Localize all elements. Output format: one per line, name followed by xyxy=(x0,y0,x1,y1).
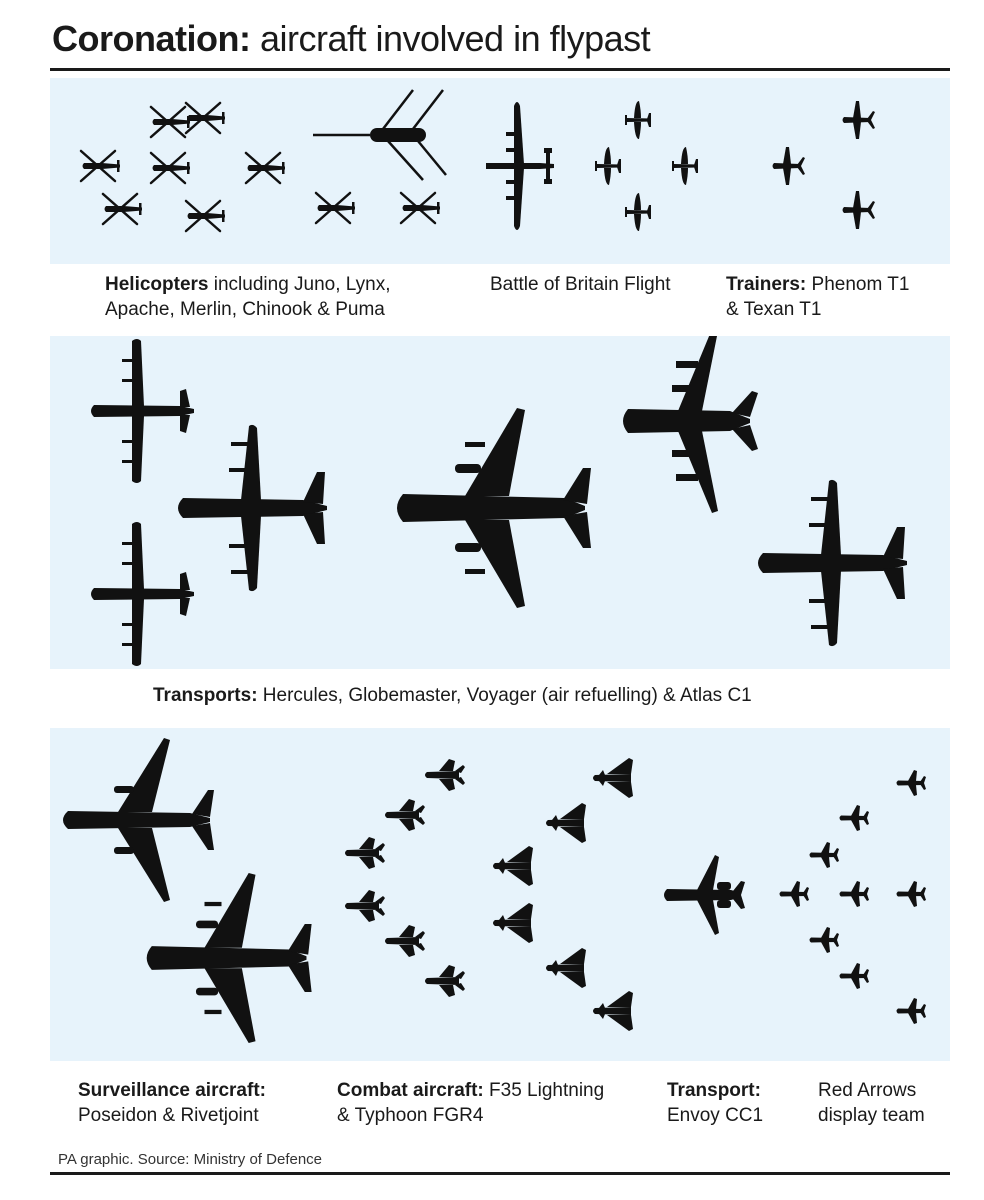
typhoon-icon xyxy=(546,948,586,988)
f35-icon xyxy=(425,965,465,997)
typhoon-icon xyxy=(593,758,633,798)
trainer-icon xyxy=(843,101,876,139)
hawk-icon xyxy=(897,998,927,1024)
hawk-icon xyxy=(810,842,840,868)
caption-helicopters: Helicopters including Juno, Lynx, Apache, Merlin, Chinook & Puma xyxy=(105,274,391,320)
helicopter-icon xyxy=(103,194,142,224)
hawk-icon xyxy=(840,881,870,907)
caption-surveillance: Surveillance aircraft: Poseidon & Rivetjoint xyxy=(78,1080,266,1126)
hawk-icon xyxy=(780,881,810,907)
f35-icon xyxy=(345,837,385,869)
hercules-icon xyxy=(91,522,194,666)
spitfire-icon xyxy=(672,147,698,185)
caption-trainers: Trainers: Phenom T1 & Texan T1 xyxy=(726,274,910,320)
spitfire-icon xyxy=(625,101,651,139)
helicopter-icon xyxy=(186,201,225,231)
airliner-icon xyxy=(63,738,214,902)
panel-transports xyxy=(50,336,950,669)
hawk-icon xyxy=(897,770,927,796)
atlas-icon xyxy=(178,425,327,591)
helicopter-icon xyxy=(151,153,190,183)
panel-helicopters-bbmf-trainers xyxy=(50,78,950,264)
typhoon-icon xyxy=(593,991,633,1031)
lancaster-icon xyxy=(486,102,554,230)
f35-icon xyxy=(345,890,385,922)
hawk-icon xyxy=(810,927,840,953)
trainer-icon xyxy=(773,147,806,185)
caption-transports: Transports: Hercules, Globemaster, Voyager (air refuelling) & Atlas C1 xyxy=(153,685,752,706)
envoy-icon xyxy=(664,855,745,935)
globemaster-icon xyxy=(623,336,758,513)
caption-combat: Combat aircraft: F35 Lightning & Typhoon FGR4 xyxy=(337,1080,605,1126)
helicopter-icon xyxy=(401,193,440,223)
helicopter-icon xyxy=(316,193,355,223)
spitfire-icon xyxy=(625,193,651,231)
bottom-rule xyxy=(50,1172,950,1175)
caption-envoy: Transport: Envoy CC1 xyxy=(667,1080,764,1126)
helicopter-icon xyxy=(81,151,120,181)
title-rule xyxy=(50,68,950,71)
hawk-icon xyxy=(840,805,870,831)
f35-icon xyxy=(385,925,425,957)
chinook-icon xyxy=(313,90,446,180)
hercules-icon xyxy=(91,339,194,483)
hawk-icon xyxy=(897,881,927,907)
atlas-icon xyxy=(758,480,907,646)
f35-icon xyxy=(425,759,465,791)
page-title: Coronation: aircraft involved in flypast xyxy=(52,18,651,59)
hawk-icon xyxy=(840,963,870,989)
source-credit: PA graphic. Source: Ministry of Defence xyxy=(58,1151,323,1168)
panel-surveillance-combat-envoy-redarrows xyxy=(50,728,950,1061)
f35-icon xyxy=(385,799,425,831)
typhoon-icon xyxy=(546,803,586,843)
caption-red-arrows: Red Arrows display team xyxy=(818,1080,925,1126)
spitfire-icon xyxy=(595,147,621,185)
helicopter-icon xyxy=(151,107,190,137)
airliner-icon xyxy=(147,873,312,1043)
caption-bbmf: Battle of Britain Flight xyxy=(490,274,671,295)
typhoon-icon xyxy=(493,846,533,886)
voyager-icon xyxy=(397,408,591,608)
helicopter-icon xyxy=(246,153,285,183)
trainer-icon xyxy=(843,191,876,229)
typhoon-icon xyxy=(493,903,533,943)
helicopter-icon xyxy=(186,103,225,133)
